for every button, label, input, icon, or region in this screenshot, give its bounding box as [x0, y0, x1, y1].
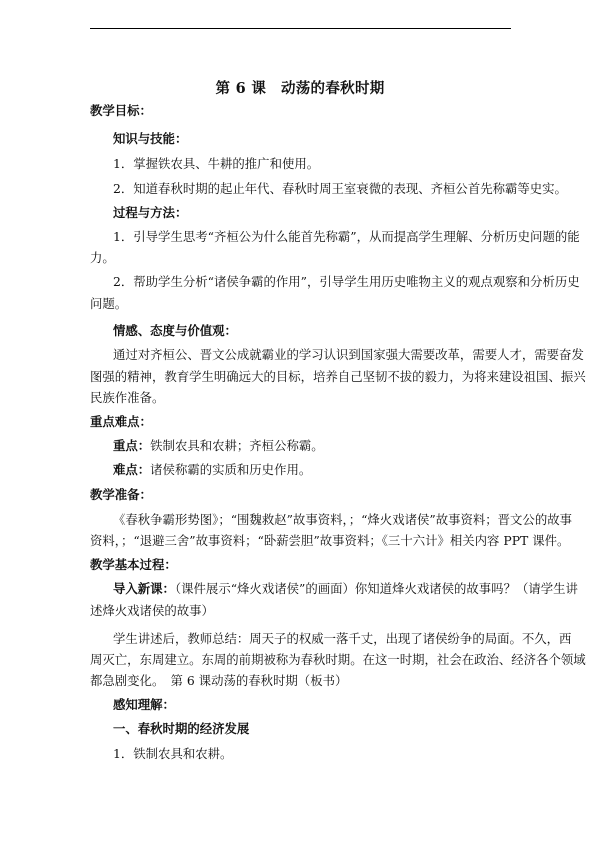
- summary-line-3: 都急剧变化。 第 6 课动荡的春秋时期（板书）: [90, 673, 348, 688]
- keypoint-key: [113, 438, 538, 454]
- perceive-heading: 感知理解：: [113, 697, 175, 712]
- difficulty-label: 难点：: [113, 462, 151, 477]
- process-item-2-line-2: 问题。: [90, 296, 128, 311]
- section-1-item-1: 1．铁制农具和农耕。: [113, 746, 233, 761]
- process-main-heading: 教学基本过程：: [90, 557, 177, 572]
- emotion-heading: 情感、态度与价值观：: [113, 323, 237, 338]
- keypoint-difficulty: [113, 462, 538, 478]
- emotion-line-3: 民族作准备。: [90, 390, 165, 405]
- process-item-1-line-1: 1．引导学生思考“齐桓公为什么能首先称霸”，从而提高学生理解、分析历史问题的能: [113, 229, 580, 244]
- page-title: 第 6 课 动荡的春秋时期: [215, 80, 385, 97]
- intro-line-1: [113, 581, 578, 597]
- summary-line-2: 周灭亡，东周建立。东周的前期被称为春秋时期。在这一时期，社会在政治、经济各个领域: [90, 652, 586, 667]
- prep-heading: 教学准备：: [90, 487, 152, 502]
- emotion-line-1: 通过对齐桓公、晋文公成就霸业的学习认识到国家强大需要改革，需要人才，需要奋发: [113, 347, 584, 362]
- summary-line-1: 学生讲述后，教师总结：周天子的权威一落千丈，出现了诸侯纷争的局面。不久，西: [113, 631, 572, 646]
- knowledge-heading: 知识与技能：: [113, 131, 188, 146]
- knowledge-item-1: 1．掌握铁农具、牛耕的推广和使用。: [113, 156, 320, 171]
- header-rule: [90, 28, 511, 29]
- key-label: 重点：: [113, 438, 151, 453]
- intro-label: 导入新课：: [113, 581, 175, 596]
- section-1-heading: 一、春秋时期的经济发展: [113, 721, 250, 736]
- goals-heading: 教学目标：: [90, 103, 152, 118]
- knowledge-item-2: 2．知道春秋时期的起止年代、春秋时周王室衰微的表现、齐桓公首先称霸等史实。: [113, 181, 567, 196]
- process-item-2-line-1: 2．帮助学生分析“诸侯争霸的作用”，引导学生用历史唯物主义的观点观察和分析历史: [113, 274, 580, 289]
- prep-line-1: 《春秋争霸形势图》；“围魏救赵”故事资料，；“烽火戏诸侯”故事资料；晋文公的故事: [113, 512, 572, 527]
- difficulty-text: 诸侯称霸的实质和历史作用。: [150, 462, 312, 477]
- emotion-line-2: 图强的精神，教育学生明确远大的目标，培养自己坚韧不拔的毅力，为将来建设祖国、振兴: [90, 369, 586, 384]
- intro-text: （课件展示“烽火戏诸侯”的画面）你知道烽火戏诸侯的故事吗？（请学生讲: [174, 581, 578, 596]
- intro-line-2: 述烽火戏诸侯的故事）: [90, 603, 214, 618]
- process-heading: 过程与方法：: [113, 205, 188, 220]
- keypoints-heading: 重点难点：: [90, 414, 152, 429]
- key-text: 铁制农具和农耕；齐桓公称霸。: [150, 438, 324, 453]
- process-item-1-line-2: 力。: [90, 250, 115, 265]
- prep-line-2: 资料，；“退避三舍”故事资料；“卧薪尝胆”故事资料；《三十六计》相关内容 PPT 课件。: [90, 533, 570, 548]
